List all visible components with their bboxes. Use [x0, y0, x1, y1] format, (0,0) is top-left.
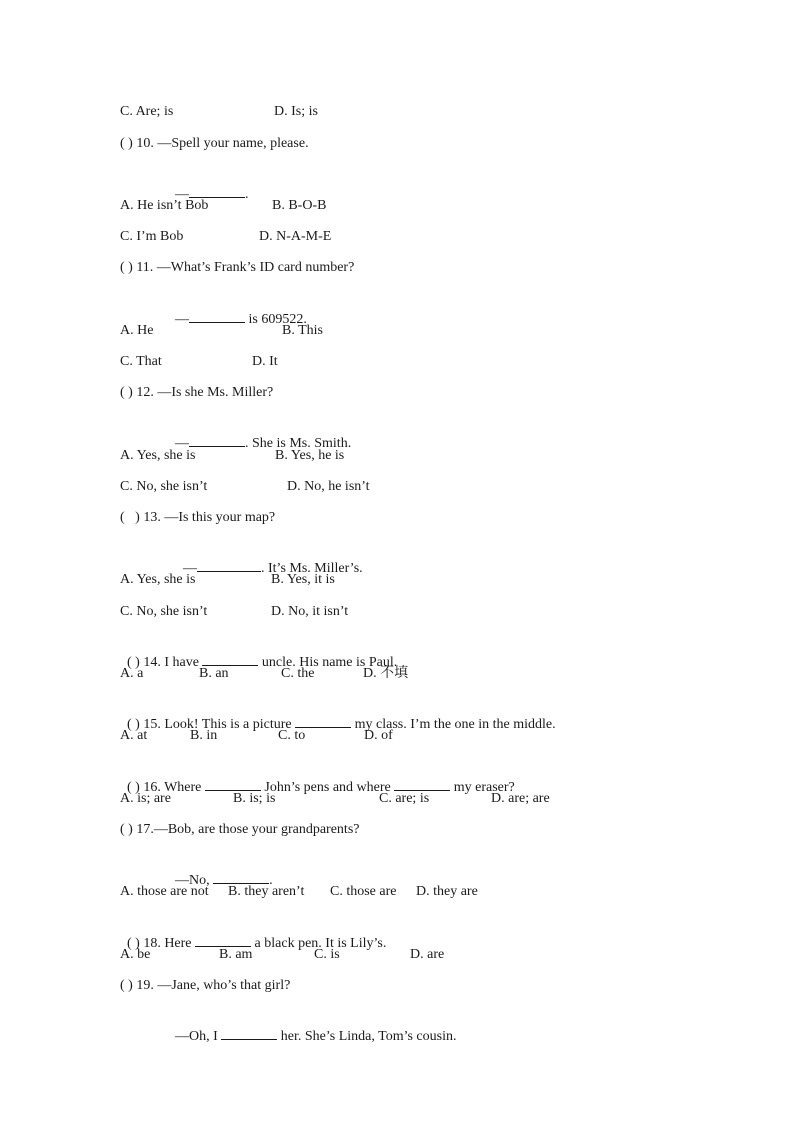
q12-stem: ( ) 12. —Is she Ms. Miller? — [120, 385, 274, 400]
answer-blank[interactable] — [394, 777, 450, 791]
q9-option-d: D. Is; is — [274, 104, 318, 119]
q14-option-b: B. an — [199, 666, 229, 681]
answer-blank[interactable] — [205, 777, 261, 791]
q11-option-a: A. He — [120, 323, 154, 338]
q16-option-a: A. is; are — [120, 791, 171, 806]
q16-option-b: B. is; is — [233, 791, 276, 806]
answer-suffix: . — [269, 873, 273, 888]
stem-text: ( ) 16. Where — [127, 780, 205, 795]
q17-option-c: C. those are — [330, 884, 397, 899]
q12-option-c: C. No, she isn’t — [120, 479, 208, 494]
stem-text: a black pen. It is Lily’s. — [251, 936, 387, 951]
stem-text: my eraser? — [450, 780, 515, 795]
q15-option-a: A. at — [120, 728, 148, 743]
q19-answer-line — [168, 1008, 456, 1046]
answer-blank[interactable] — [189, 433, 245, 447]
q17-option-b: B. they aren’t — [228, 884, 305, 899]
q18-option-c: C. is — [314, 947, 340, 962]
stem-text: John’s pens and where — [260, 780, 395, 795]
q10-stem: ( ) 10. —Spell your name, please. — [120, 136, 309, 151]
dash: — — [175, 312, 189, 327]
q10-option-b: B. B-O-B — [272, 198, 327, 213]
q14-option-c: C. the — [281, 666, 315, 681]
q17-stem: ( ) 17.—Bob, are those your grandparents? — [120, 822, 360, 837]
q9-option-c: C. Are; is — [120, 104, 174, 119]
answer-suffix: . — [245, 187, 249, 202]
answer-blank[interactable] — [202, 652, 258, 666]
stem-text: ( ) 14. I have — [127, 655, 203, 670]
q13-option-c: C. No, she isn’t — [120, 604, 208, 619]
answer-blank[interactable] — [189, 184, 245, 198]
q13-option-a: A. Yes, she is — [120, 572, 196, 587]
stem-text: uncle. His name is Paul. — [258, 655, 398, 670]
q11-option-b: B. This — [282, 323, 323, 338]
answer-blank[interactable] — [195, 933, 251, 947]
answer-blank[interactable] — [295, 714, 351, 728]
q17-option-a: A. those are not — [120, 884, 209, 899]
stem-text: my class. I’m the one in the middle. — [351, 717, 556, 732]
q12-option-b: B. Yes, he is — [275, 448, 345, 463]
q11-option-d: D. It — [252, 354, 278, 369]
q15-option-d: D. of — [364, 728, 393, 743]
q18-stem — [120, 915, 386, 953]
stem-text: ( ) 15. Look! This is a picture — [127, 717, 296, 732]
q11-stem: ( ) 11. —What’s Frank’s ID card number? — [120, 260, 355, 275]
answer-blank[interactable] — [197, 558, 261, 572]
q15-option-b: B. in — [190, 728, 218, 743]
dash: — — [175, 436, 189, 451]
answer-blank[interactable] — [213, 870, 269, 884]
q18-option-d: D. are — [410, 947, 445, 962]
q19-stem: ( ) 19. —Jane, who’s that girl? — [120, 978, 291, 993]
stem-text: ( ) 18. Here — [127, 936, 196, 951]
answer-blank[interactable] — [189, 309, 245, 323]
q16-option-d: D. are; are — [491, 791, 550, 806]
q18-option-b: B. am — [219, 947, 253, 962]
answer-prefix: —No, — [175, 873, 214, 888]
answer-suffix: . She is Ms. Smith. — [245, 436, 352, 451]
q12-option-d: D. No, he isn’t — [287, 479, 370, 494]
q14-option-d: D. 不填 — [363, 666, 409, 681]
answer-blank[interactable] — [221, 1026, 277, 1040]
q12-option-a: A. Yes, she is — [120, 448, 196, 463]
answer-prefix: —Oh, I — [175, 1029, 222, 1044]
q17-option-d: D. they are — [416, 884, 478, 899]
dash: — — [183, 561, 197, 576]
q18-option-a: A. be — [120, 947, 151, 962]
q10-option-a: A. He isn’t Bob — [120, 198, 209, 213]
q13-option-d: D. No, it isn’t — [271, 604, 349, 619]
answer-suffix: . It’s Ms. Miller’s. — [261, 561, 363, 576]
q14-option-a: A. a — [120, 666, 144, 681]
answer-suffix: her. She’s Linda, Tom’s cousin. — [277, 1029, 457, 1044]
q11-option-c: C. That — [120, 354, 162, 369]
q14-stem — [120, 634, 397, 672]
answer-suffix: is 609522. — [245, 312, 307, 327]
q10-option-d: D. N-A-M-E — [259, 229, 332, 244]
q10-option-c: C. I’m Bob — [120, 229, 184, 244]
q15-stem — [120, 696, 556, 734]
dash: — — [175, 187, 189, 202]
q16-stem — [120, 759, 515, 797]
q15-option-c: C. to — [278, 728, 306, 743]
q16-option-c: C. are; is — [379, 791, 430, 806]
q13-option-b: B. Yes, it is — [271, 572, 335, 587]
q13-stem: ( ) 13. —Is this your map? — [120, 510, 276, 525]
